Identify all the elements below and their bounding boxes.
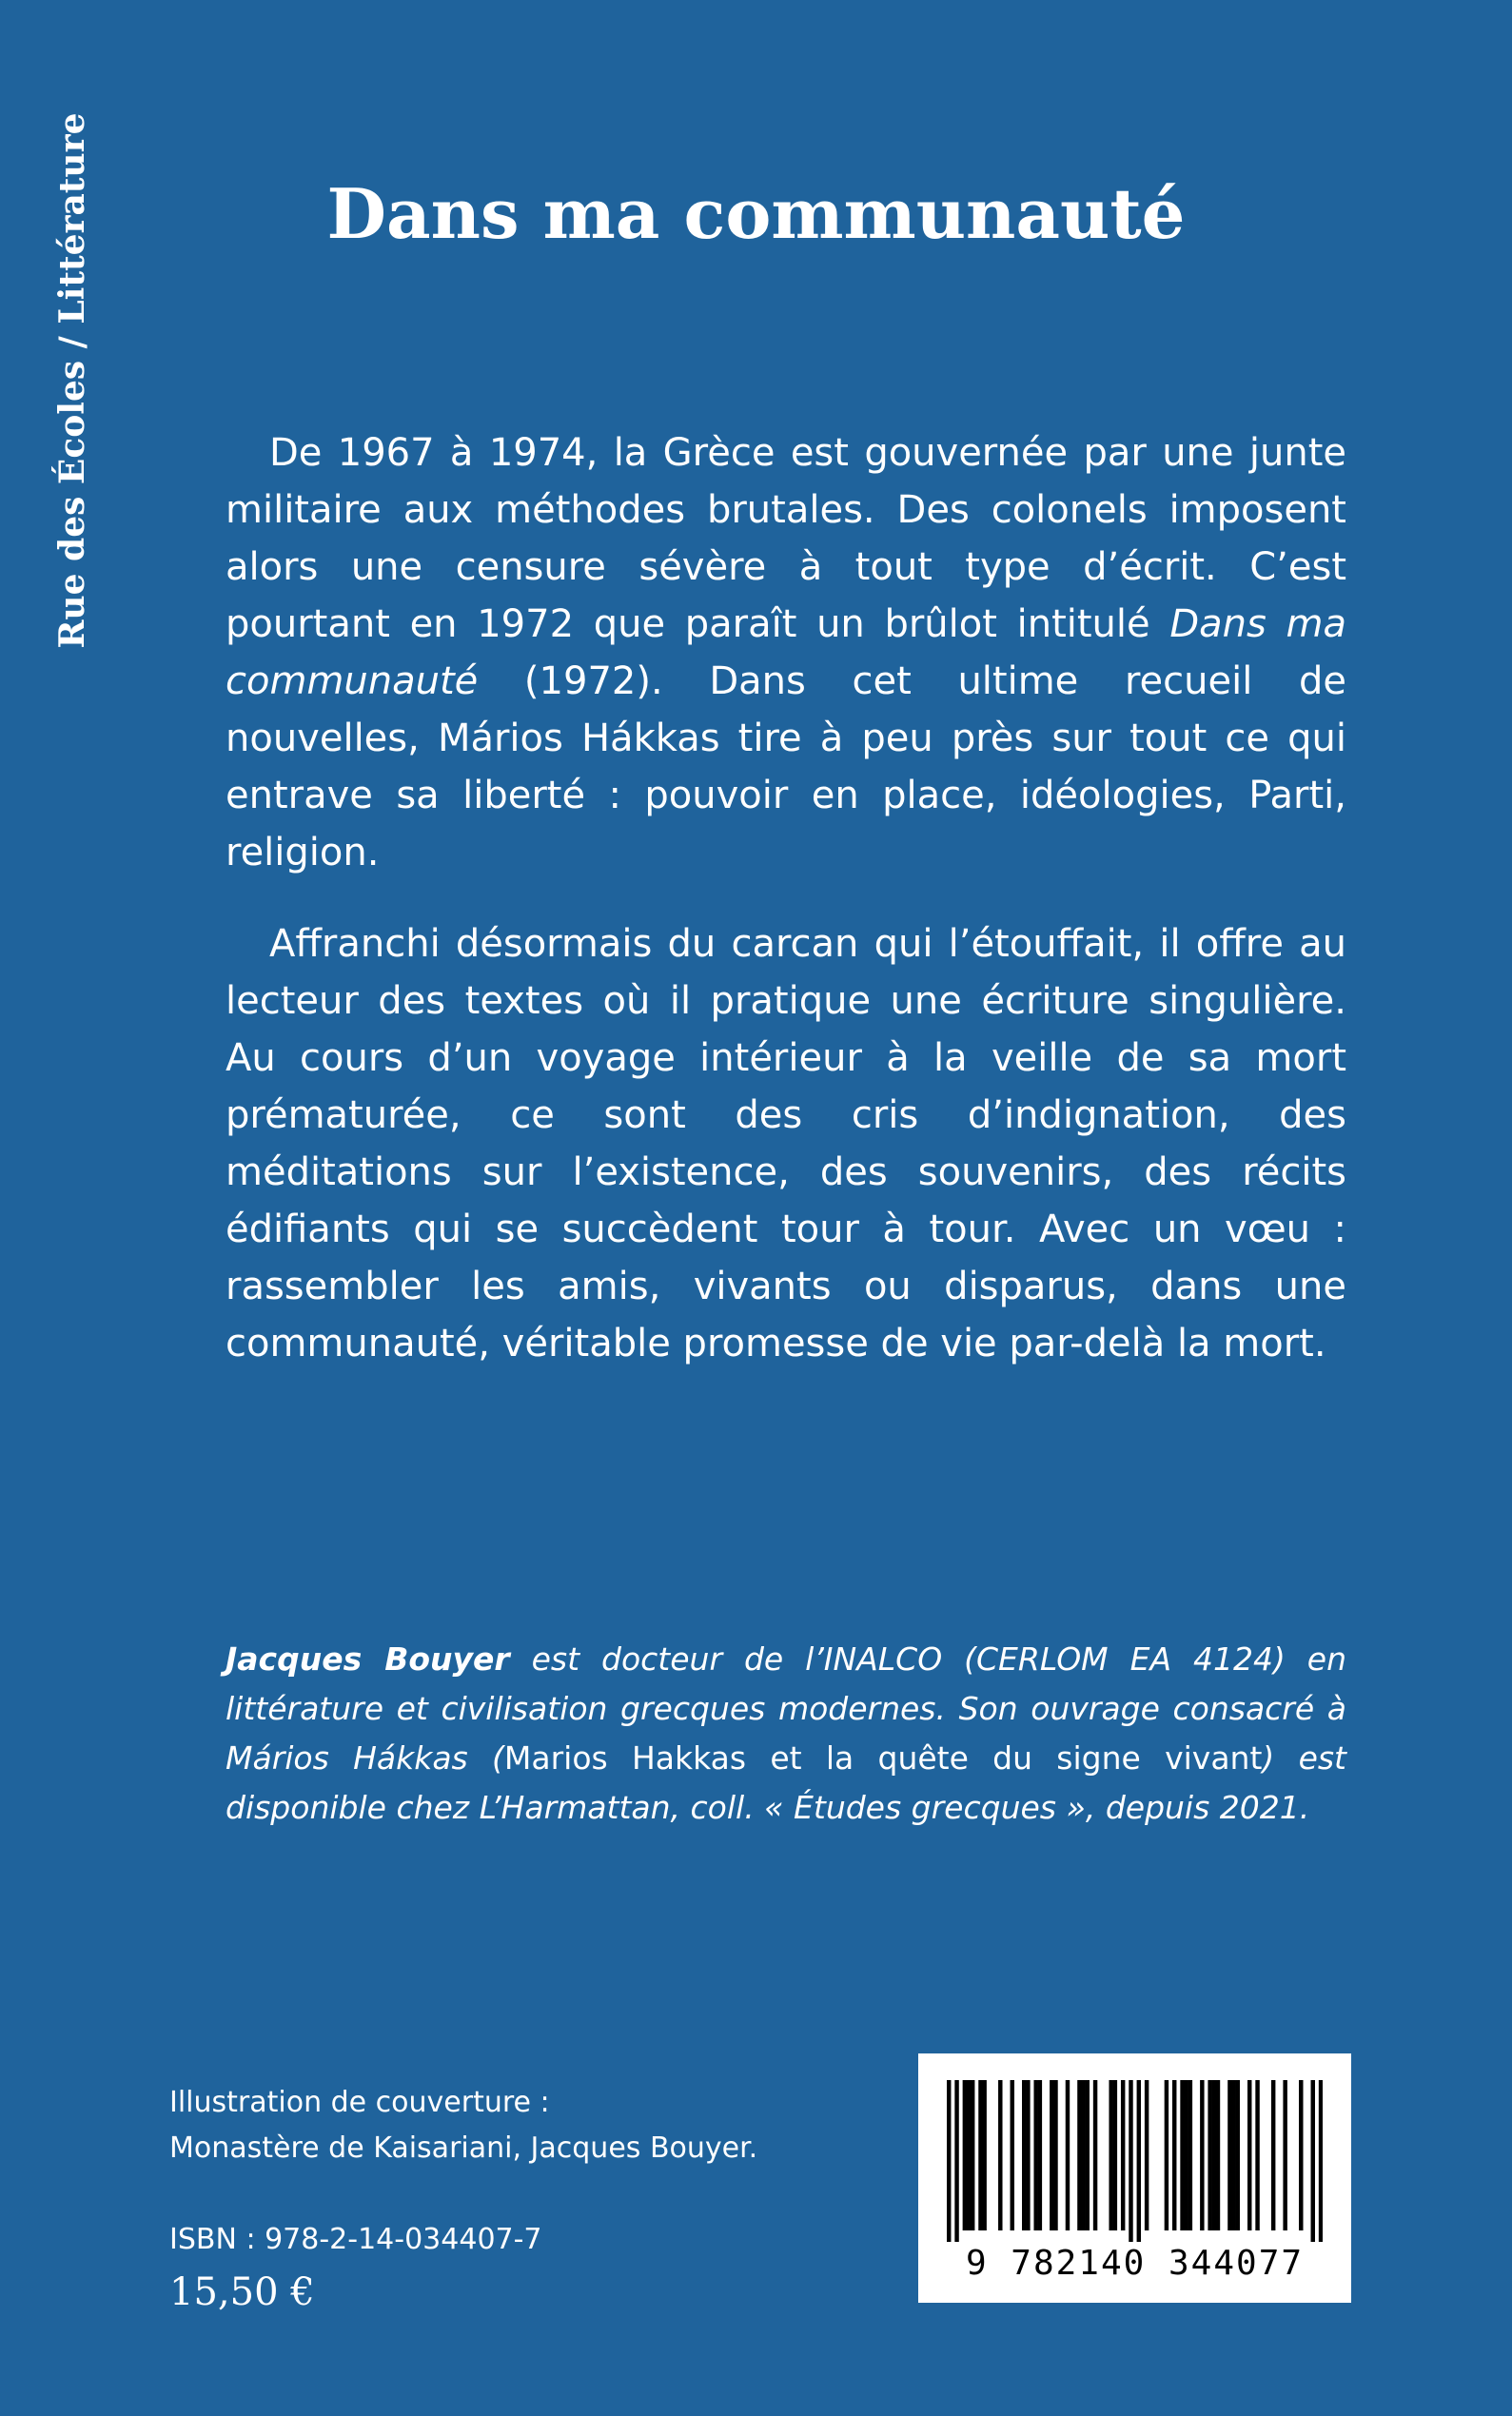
barcode-bar <box>1231 2080 1235 2230</box>
barcode-bar <box>1113 2080 1117 2230</box>
illustration-label: Illustration de couverture : <box>169 2086 550 2119</box>
barcode-digits: 9 782140 344077 <box>965 2244 1305 2283</box>
barcode-bar <box>967 2080 971 2230</box>
barcode-bar <box>1033 2080 1037 2230</box>
barcode-bar <box>963 2080 967 2230</box>
blurb <box>226 424 1346 1406</box>
barcode-bar <box>1165 2080 1168 2230</box>
barcode-bar <box>1109 2080 1112 2230</box>
barcode-bar <box>1184 2080 1188 2230</box>
barcode-bar <box>978 2080 982 2230</box>
barcode-bar <box>1053 2080 1057 2230</box>
author-bio <box>226 1635 1346 1833</box>
barcode-bar <box>1137 2080 1141 2242</box>
bio-text-end: ) est disponible chez L’Harmattan, coll. « Études grecques », depuis 2021. <box>226 1739 1346 1826</box>
bio-text: est docteur de l’INALCO (CERLOM EA 4124) en littérature et civilisation grecques modernes. Son ouvrage consacré à Mários Hákkas ( <box>226 1640 1346 1777</box>
price: 15,50 € <box>169 2270 315 2314</box>
barcode-bar <box>1188 2080 1192 2230</box>
barcode-bar <box>1208 2080 1211 2230</box>
barcode-bar <box>1283 2080 1286 2230</box>
book-title: Dans ma communauté <box>326 173 1186 254</box>
blurb-paragraph-1 <box>226 424 1346 881</box>
barcode-bar <box>1236 2080 1240 2230</box>
blurb-p1-book-title: Dans ma communauté <box>226 602 1346 703</box>
barcode-bar <box>1180 2080 1184 2230</box>
blurb-paragraph-2: Affranchi désormais du carcan qui l’étouffait, il offre au lecteur des textes où il pratique une écriture singulière. Au cours d’un voyage intérieur à la veille de sa mort prématurée, ce sont des cris d’indignation, des méditations sur l’existence, des souvenirs, des récits édifiants qui se succèdent tour à tour. Avec un vœu : rassembler les amis, vivants ou disparus, dans une communauté, véritable promesse de vie par-delà la mort. <box>226 922 1346 1365</box>
credits <box>169 2080 757 2320</box>
barcode-bar <box>954 2080 958 2242</box>
barcode-bar <box>1022 2080 1026 2230</box>
barcode-bar <box>1200 2080 1204 2230</box>
barcode-bar <box>1319 2080 1323 2242</box>
barcode-bar <box>1093 2080 1097 2230</box>
barcode-bar <box>982 2080 986 2230</box>
series-label: Rue des Écoles / Littérature <box>52 112 92 649</box>
barcode-bar <box>1227 2080 1231 2230</box>
barcode-bar <box>1038 2080 1042 2230</box>
barcode-bar <box>1212 2080 1216 2230</box>
barcode-bar <box>1255 2080 1259 2230</box>
bio-book-title: Marios Hakkas et la quête du signe vivant <box>503 1739 1263 1777</box>
barcode-bar <box>1311 2080 1315 2242</box>
barcode-bar <box>1066 2080 1070 2230</box>
blurb-p1-text: De 1967 à 1974, la Grèce est gouvernée par une junte militaire aux méthodes brutales. Des colonels imposent alors une censure sévère à tout type d’écrit. C’est pourtant en 1972 que paraît un brûlot intitulé <box>226 431 1346 646</box>
barcode-bar <box>1086 2080 1090 2230</box>
barcode-bar <box>998 2080 1002 2230</box>
barcode-bar <box>1145 2080 1149 2230</box>
barcode-bar <box>971 2080 974 2230</box>
barcode-bar <box>1172 2080 1176 2230</box>
barcode-bar <box>1077 2080 1081 2230</box>
barcode-bars <box>947 2080 1323 2242</box>
illustration-credit: Monastère de Kaisariani, Jacques Bouyer. <box>169 2131 758 2165</box>
barcode-bar <box>947 2080 951 2242</box>
barcode-bar <box>1299 2080 1303 2230</box>
barcode-bar <box>1271 2080 1275 2230</box>
barcode <box>918 2053 1351 2303</box>
isbn: ISBN : 978-2-14-034407-7 <box>169 2223 542 2256</box>
barcode-bar <box>1129 2080 1132 2242</box>
barcode-bar <box>1050 2080 1053 2230</box>
barcode-bar <box>1081 2080 1085 2230</box>
barcode-bar <box>1011 2080 1014 2230</box>
blurb-p1-text-end: (1972). Dans cet ultime recueil de nouvelles, Mários Hákkas tire à peu près sur tout ce qui entrave sa liberté : pouvoir en place, idéologies, Parti, religion. <box>226 659 1346 874</box>
author-name: Jacques Bouyer <box>226 1640 510 1678</box>
barcode-bar <box>1247 2080 1251 2230</box>
barcode-bar <box>1026 2080 1030 2230</box>
barcode-bar <box>1121 2080 1125 2230</box>
barcode-bar <box>1216 2080 1220 2230</box>
